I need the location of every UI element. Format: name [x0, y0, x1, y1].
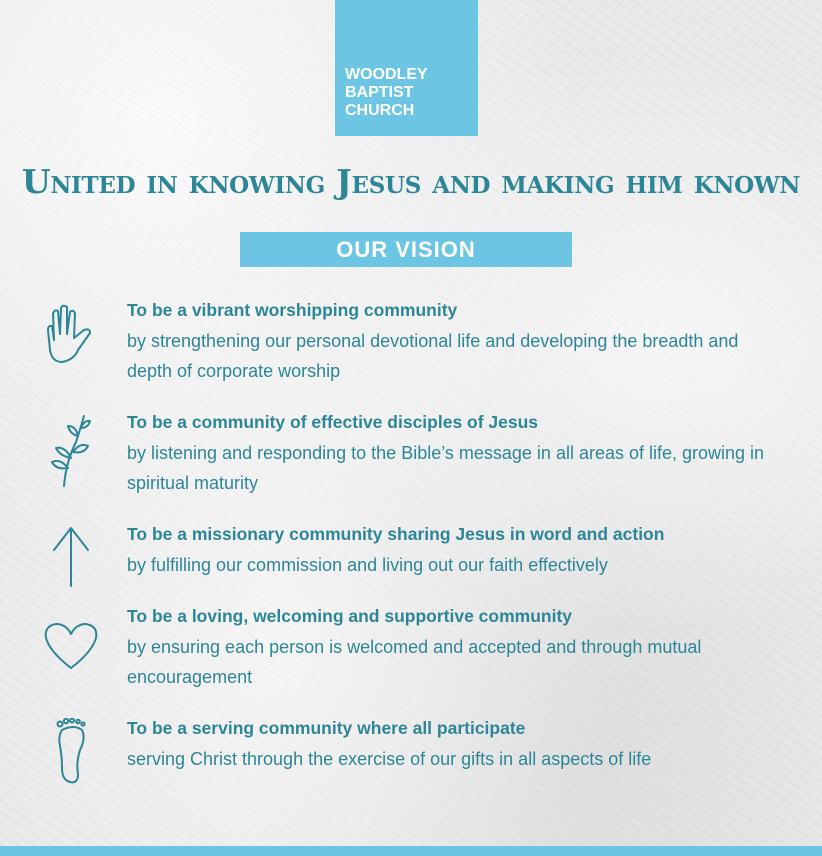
item-description: by listening and responding to the Bible’s message in all areas of life, growing in spiritual maturity: [127, 443, 765, 493]
vision-banner: [240, 232, 572, 267]
item-title: To be a vibrant worshipping community: [127, 300, 458, 320]
hand-icon: [40, 300, 102, 378]
vision-label: OUR VISION: [336, 236, 476, 262]
sprout-icon: [40, 412, 102, 490]
church-logo: [335, 0, 478, 136]
headline: United in knowing Jesus and making him known: [21, 162, 801, 201]
logo-text: WOODLEY BAPTIST CHURCH: [345, 66, 428, 119]
footprint-icon: [40, 718, 102, 796]
item-description: serving Christ through the exercise of our gifts in all aspects of life: [127, 749, 652, 769]
item-title: To be a missionary community sharing Jesus in word and action: [127, 524, 665, 544]
item-title: To be a loving, welcoming and supportive community: [127, 606, 573, 626]
item-description: by ensuring each person is welcomed and accepted and through mutual encouragement: [127, 637, 702, 687]
bottom-bar: [0, 846, 822, 856]
item-title: To be a community of effective disciples of Jesus: [127, 412, 539, 432]
item-description: by fulfilling our commission and living out our faith effectively: [127, 555, 608, 575]
item-description: by strengthening our personal devotional life and developing the breadth and depth of corporate worship: [127, 331, 739, 381]
arrow-up-icon: [40, 524, 102, 602]
heart-icon: [40, 606, 102, 684]
item-title: To be a serving community where all participate: [127, 718, 526, 738]
